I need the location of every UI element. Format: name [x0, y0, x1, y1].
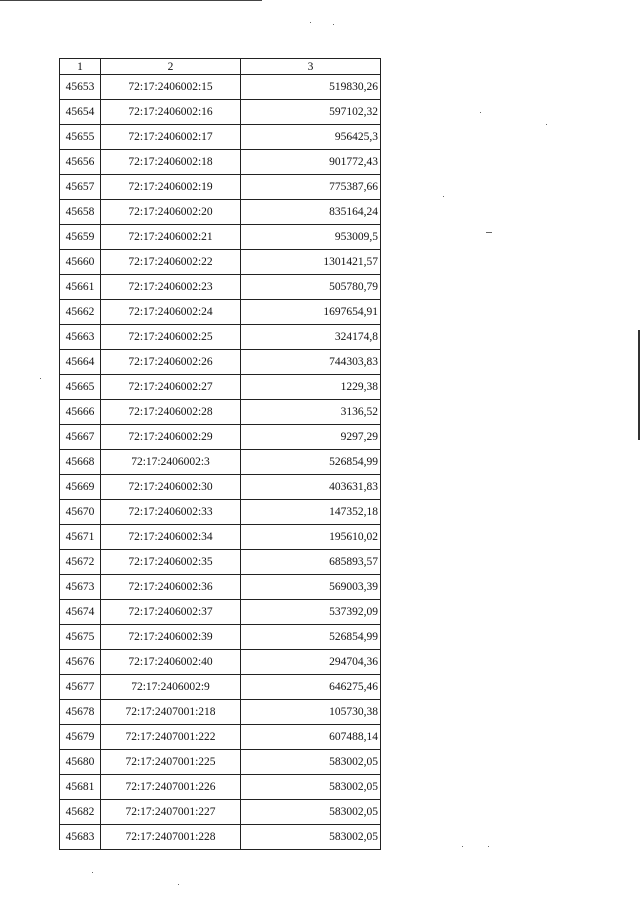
cadastral-number-cell: 72:17:2406002:24 — [101, 300, 241, 325]
header-row — [60, 59, 381, 75]
row-number-cell: 45679 — [60, 725, 101, 750]
value-cell: 956425,3 — [241, 125, 381, 150]
row-number-cell: 45673 — [60, 575, 101, 600]
top-rule — [0, 0, 262, 1]
cadastral-number-cell: 72:17:2406002:16 — [101, 100, 241, 125]
column-header-1: 1 — [60, 59, 101, 75]
scan-speck — [480, 112, 481, 113]
row-number-cell: 45658 — [60, 200, 101, 225]
table-body — [60, 75, 381, 850]
table-row — [60, 475, 381, 500]
row-number-cell: 45672 — [60, 550, 101, 575]
table-row — [60, 450, 381, 475]
row-number-cell: 45678 — [60, 700, 101, 725]
cadastral-number-cell: 72:17:2406002:22 — [101, 250, 241, 275]
column-header-3: 3 — [241, 59, 381, 75]
table-row — [60, 525, 381, 550]
table-row — [60, 325, 381, 350]
table-row — [60, 625, 381, 650]
table-row — [60, 775, 381, 800]
row-number-cell: 45665 — [60, 375, 101, 400]
value-cell: 685893,57 — [241, 550, 381, 575]
value-cell: 403631,83 — [241, 475, 381, 500]
table-row — [60, 700, 381, 725]
row-number-cell: 45657 — [60, 175, 101, 200]
cadastral-number-cell: 72:17:2406002:39 — [101, 625, 241, 650]
table-row — [60, 600, 381, 625]
scan-speck — [40, 378, 41, 379]
value-cell: 835164,24 — [241, 200, 381, 225]
cadastral-number-cell: 72:17:2407001:225 — [101, 750, 241, 775]
value-cell: 646275,46 — [241, 675, 381, 700]
value-cell: 9297,29 — [241, 425, 381, 450]
value-cell: 775387,66 — [241, 175, 381, 200]
row-number-cell: 45653 — [60, 75, 101, 100]
value-cell: 3136,52 — [241, 400, 381, 425]
cadastral-table — [59, 58, 381, 850]
row-number-cell: 45676 — [60, 650, 101, 675]
cadastral-number-cell: 72:17:2406002:28 — [101, 400, 241, 425]
row-number-cell: 45674 — [60, 600, 101, 625]
row-number-cell: 45659 — [60, 225, 101, 250]
cadastral-number-cell: 72:17:2406002:34 — [101, 525, 241, 550]
table-row — [60, 825, 381, 850]
value-cell: 505780,79 — [241, 275, 381, 300]
row-number-cell: 45683 — [60, 825, 101, 850]
value-cell: 1301421,57 — [241, 250, 381, 275]
table-row — [60, 675, 381, 700]
row-number-cell: 45655 — [60, 125, 101, 150]
value-cell: 583002,05 — [241, 750, 381, 775]
value-cell: 569003,39 — [241, 575, 381, 600]
scan-speck — [178, 884, 179, 885]
row-number-cell: 45675 — [60, 625, 101, 650]
row-number-cell: 45662 — [60, 300, 101, 325]
table-row — [60, 550, 381, 575]
value-cell: 526854,99 — [241, 625, 381, 650]
table-row — [60, 350, 381, 375]
cadastral-number-cell: 72:17:2406002:9 — [101, 675, 241, 700]
cadastral-number-cell: 72:17:2406002:37 — [101, 600, 241, 625]
cadastral-number-cell: 72:17:2406002:29 — [101, 425, 241, 450]
value-cell: 744303,83 — [241, 350, 381, 375]
scan-speck — [333, 24, 334, 25]
cadastral-number-cell: 72:17:2406002:20 — [101, 200, 241, 225]
row-number-cell: 45669 — [60, 475, 101, 500]
cadastral-number-cell: 72:17:2406002:23 — [101, 275, 241, 300]
value-cell: 583002,05 — [241, 775, 381, 800]
cadastral-number-cell: 72:17:2406002:40 — [101, 650, 241, 675]
table-row — [60, 725, 381, 750]
table-row — [60, 175, 381, 200]
table-row — [60, 275, 381, 300]
row-number-cell: 45656 — [60, 150, 101, 175]
row-number-cell: 45668 — [60, 450, 101, 475]
table-row — [60, 800, 381, 825]
row-number-cell: 45667 — [60, 425, 101, 450]
row-number-cell: 45661 — [60, 275, 101, 300]
cadastral-number-cell: 72:17:2407001:228 — [101, 825, 241, 850]
row-number-cell: 45671 — [60, 525, 101, 550]
scan-speck — [310, 22, 311, 23]
cadastral-number-cell: 72:17:2407001:222 — [101, 725, 241, 750]
row-number-cell: 45664 — [60, 350, 101, 375]
row-number-cell: 45666 — [60, 400, 101, 425]
value-cell: 526854,99 — [241, 450, 381, 475]
cadastral-number-cell: 72:17:2406002:27 — [101, 375, 241, 400]
value-cell: 1697654,91 — [241, 300, 381, 325]
table-row — [60, 500, 381, 525]
table-row — [60, 750, 381, 775]
value-cell: 901772,43 — [241, 150, 381, 175]
value-cell: 953009,5 — [241, 225, 381, 250]
value-cell: 1229,38 — [241, 375, 381, 400]
value-cell: 105730,38 — [241, 700, 381, 725]
table-row — [60, 425, 381, 450]
row-number-cell: 45660 — [60, 250, 101, 275]
cadastral-number-cell: 72:17:2406002:18 — [101, 150, 241, 175]
table-row — [60, 400, 381, 425]
table-row — [60, 200, 381, 225]
table-row — [60, 300, 381, 325]
cadastral-number-cell: 72:17:2406002:35 — [101, 550, 241, 575]
cadastral-number-cell: 72:17:2406002:3 — [101, 450, 241, 475]
value-cell: 607488,14 — [241, 725, 381, 750]
cadastral-number-cell: 72:17:2407001:227 — [101, 800, 241, 825]
value-cell: 147352,18 — [241, 500, 381, 525]
value-cell: 597102,32 — [241, 100, 381, 125]
cadastral-number-cell: 72:17:2406002:15 — [101, 75, 241, 100]
cadastral-number-cell: 72:17:2406002:33 — [101, 500, 241, 525]
value-cell: 324174,8 — [241, 325, 381, 350]
scan-speck — [486, 232, 492, 233]
table-row — [60, 150, 381, 175]
value-cell: 583002,05 — [241, 800, 381, 825]
value-cell: 583002,05 — [241, 825, 381, 850]
scan-speck — [92, 872, 93, 873]
row-number-cell: 45680 — [60, 750, 101, 775]
scan-speck — [488, 846, 489, 847]
row-number-cell: 45654 — [60, 100, 101, 125]
table-row — [60, 100, 381, 125]
column-header-2: 2 — [101, 59, 241, 75]
row-number-cell: 45663 — [60, 325, 101, 350]
scan-speck — [443, 196, 444, 197]
scan-speck — [546, 124, 547, 125]
scan-speck — [462, 846, 463, 847]
table-row — [60, 75, 381, 100]
cadastral-number-cell: 72:17:2406002:19 — [101, 175, 241, 200]
row-number-cell: 45682 — [60, 800, 101, 825]
value-cell: 294704,36 — [241, 650, 381, 675]
cadastral-number-cell: 72:17:2407001:226 — [101, 775, 241, 800]
cadastral-number-cell: 72:17:2406002:17 — [101, 125, 241, 150]
table-row — [60, 125, 381, 150]
table-row — [60, 225, 381, 250]
row-number-cell: 45670 — [60, 500, 101, 525]
cadastral-number-cell: 72:17:2406002:21 — [101, 225, 241, 250]
value-cell: 537392,09 — [241, 600, 381, 625]
row-number-cell: 45677 — [60, 675, 101, 700]
cadastral-number-cell: 72:17:2406002:25 — [101, 325, 241, 350]
row-number-cell: 45681 — [60, 775, 101, 800]
value-cell: 519830,26 — [241, 75, 381, 100]
table-row — [60, 250, 381, 275]
table-row — [60, 575, 381, 600]
cadastral-number-cell: 72:17:2406002:36 — [101, 575, 241, 600]
cadastral-number-cell: 72:17:2406002:26 — [101, 350, 241, 375]
table-row — [60, 375, 381, 400]
cadastral-number-cell: 72:17:2406002:30 — [101, 475, 241, 500]
value-cell: 195610,02 — [241, 525, 381, 550]
table-row — [60, 650, 381, 675]
cadastral-number-cell: 72:17:2407001:218 — [101, 700, 241, 725]
